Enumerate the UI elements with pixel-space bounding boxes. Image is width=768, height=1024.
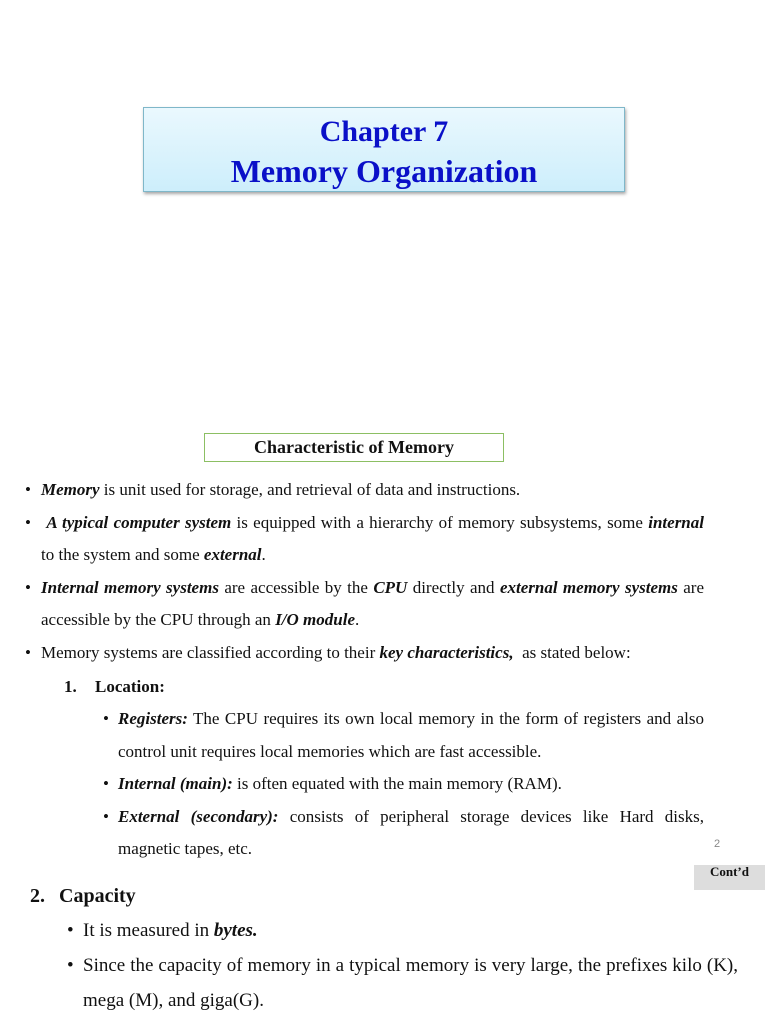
- location-item-external: [100, 801, 709, 866]
- emphasis-text: CPU: [373, 577, 408, 597]
- body-text: The CPU requires its own local memory in the form of registers and also control unit requires local memories which are fast accessible.: [118, 709, 709, 761]
- capacity-item-bytes: [64, 913, 738, 948]
- body-text: as stated below:: [513, 642, 631, 662]
- bullet-item: [24, 507, 709, 572]
- bullet-item: [24, 637, 704, 670]
- emphasis-text: bytes.: [213, 920, 258, 941]
- characteristics-list: [24, 474, 709, 669]
- emphasis-text: Internal (main):: [118, 774, 233, 793]
- location-list: [100, 703, 709, 866]
- body-text: Memory systems are classified according to their: [41, 642, 380, 662]
- body-text: are accessible by the: [218, 577, 374, 597]
- location-item-registers: [100, 703, 709, 768]
- capacity-number: 2.: [30, 885, 45, 907]
- body-text: .: [261, 545, 266, 564]
- body-text: Since the capacity of memory in a typical memory is very large, the prefixes kilo (K), mega (M), and giga(G).: [83, 955, 743, 1011]
- body-text: It is measured in: [83, 920, 214, 941]
- emphasis-text: Memory: [41, 480, 100, 499]
- capacity-item-prefixes: [64, 948, 743, 1018]
- emphasis-text: A typical computer system: [41, 512, 232, 532]
- body-text: to the system and some: [41, 512, 709, 564]
- body-text: is unit used for storage, and retrieval of data and instructions.: [99, 480, 521, 499]
- body-text: directly and: [407, 577, 500, 597]
- emphasis-text: Registers:: [118, 709, 188, 728]
- capacity-list: [64, 913, 743, 1018]
- section-heading: Characteristic of Memory: [204, 433, 504, 462]
- body-text: .: [355, 610, 360, 629]
- bullet-item: [24, 572, 709, 637]
- chapter-title-box: [143, 107, 625, 192]
- location-label: Location:: [95, 677, 165, 696]
- emphasis-text: external: [203, 545, 262, 564]
- emphasis-text: I/O module: [275, 610, 355, 629]
- location-item-internal: [100, 768, 704, 801]
- emphasis-text: key characteristics,: [379, 642, 514, 662]
- capacity-label: Capacity: [59, 885, 136, 907]
- body-text: consists of peripheral storage devices like Hard disks, magnetic tapes, etc.: [118, 806, 709, 858]
- chapter-number: Chapter 7: [319, 115, 449, 148]
- emphasis-text: External (secondary):: [118, 806, 279, 826]
- capacity-heading: [30, 882, 136, 910]
- emphasis-text: internal: [648, 512, 704, 532]
- location-number: 1.: [64, 677, 77, 696]
- location-heading: [64, 671, 165, 703]
- body-text: is often equated with the main memory (RAM).: [232, 774, 562, 793]
- chapter-title: Memory Organization: [230, 153, 538, 189]
- body-text: are accessible by the CPU through an: [41, 577, 709, 629]
- emphasis-text: Internal memory systems: [41, 577, 219, 597]
- body-text: is equipped with a hierarchy of memory subsystems, some: [231, 512, 649, 532]
- continued-label: Cont’d: [694, 865, 765, 890]
- page-number: 2: [714, 838, 721, 850]
- bullet-item: [24, 474, 704, 507]
- emphasis-text: external memory systems: [499, 577, 678, 597]
